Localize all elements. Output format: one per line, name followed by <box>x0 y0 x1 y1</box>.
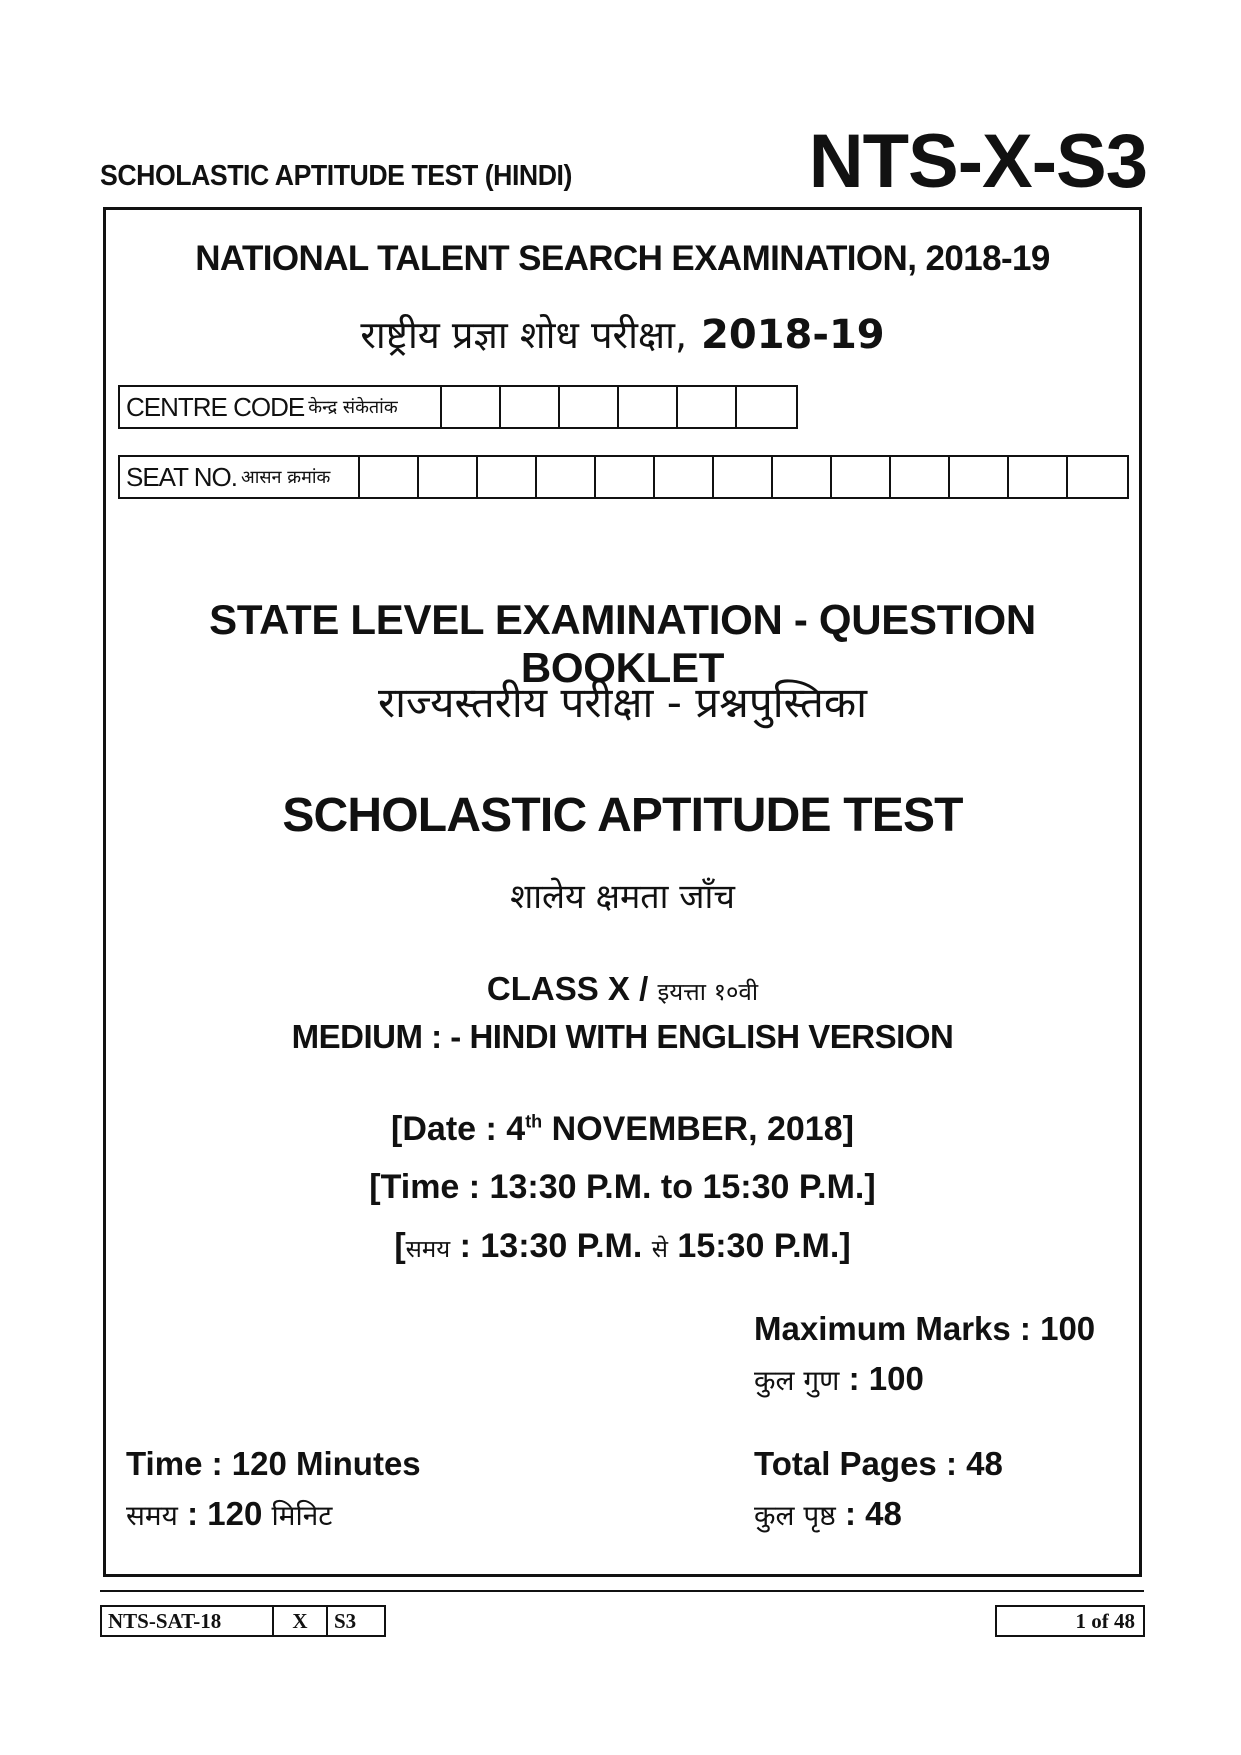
footer-code: NTS-SAT-18 <box>102 1607 274 1635</box>
booklet-title: STATE LEVEL EXAMINATION - QUESTION BOOKLET <box>209 596 1036 691</box>
exam-title-hindi-year: 2018-19 <box>701 312 885 358</box>
medium-line: MEDIUM : - HINDI WITH ENGLISH VERSION <box>291 1018 954 1055</box>
exam-time: [Time : 13:30 P.M. to 15:30 P.M.] <box>369 1168 876 1206</box>
seat-no-box[interactable] <box>419 457 478 497</box>
seat-no-box[interactable] <box>891 457 950 497</box>
paper-code: NTS-X-S3 <box>808 119 1147 204</box>
footer-set: S3 <box>334 1608 357 1633</box>
exam-time-hindi: [समय : 13:30 P.M. से 15:30 P.M.] <box>394 1227 851 1265</box>
seat-no-box[interactable] <box>655 457 714 497</box>
seat-no-box[interactable] <box>832 457 891 497</box>
seat-no-box[interactable] <box>1068 457 1127 497</box>
test-name-hindi: शालेय क्षमता जाँच <box>510 877 735 917</box>
seat-no-box[interactable] <box>537 457 596 497</box>
centre-code-box[interactable] <box>737 387 796 427</box>
seat-no-box[interactable] <box>1009 457 1068 497</box>
seat-no-box[interactable] <box>773 457 832 497</box>
test-name: SCHOLASTIC APTITUDE TEST <box>282 789 963 842</box>
centre-code-box[interactable] <box>678 387 737 427</box>
footer-rule <box>100 1590 1144 1592</box>
total-pages: Total Pages : 48 <box>754 1445 1003 1482</box>
seat-no-box[interactable] <box>950 457 1009 497</box>
max-marks: Maximum Marks : 100 <box>754 1310 1096 1347</box>
booklet-title-hindi: राज्यस्तरीय परीक्षा - प्रश्नपुस्तिका <box>378 678 867 727</box>
seat-no-label: SEAT NO. आसन क्रमांक <box>120 457 360 497</box>
centre-code-label: CENTRE CODE केन्द्र संकेतांक <box>120 387 442 427</box>
seat-no-field[interactable] <box>118 455 1129 499</box>
cover-frame <box>103 207 1142 1577</box>
duration-hindi: समय : 120 मिनिट <box>126 1495 333 1532</box>
exam-date: [Date : 4th NOVEMBER, 2018] <box>391 1110 854 1148</box>
page-number: 1 of 48 <box>995 1605 1145 1637</box>
seat-no-box[interactable] <box>596 457 655 497</box>
class-label-hindi: इयत्ता १०वी <box>657 978 759 1006</box>
centre-code-box[interactable] <box>560 387 619 427</box>
centre-code-box[interactable] <box>442 387 501 427</box>
seat-no-box[interactable] <box>714 457 773 497</box>
header-subject-title: SCHOLASTIC APTITUDE TEST (HINDI) <box>100 160 572 192</box>
total-pages-hindi: कुल पृष्ठ : 48 <box>754 1495 902 1532</box>
footer-class: X <box>274 1607 328 1635</box>
exam-title: NATIONAL TALENT SEARCH EXAMINATION, 2018-19 <box>195 239 1050 278</box>
centre-code-box[interactable] <box>619 387 678 427</box>
exam-title-hindi <box>106 308 1139 360</box>
duration: Time : 120 Minutes <box>126 1445 421 1482</box>
centre-code-field[interactable] <box>118 385 798 429</box>
max-marks-hindi: कुल गुण : 100 <box>754 1360 924 1397</box>
footer-code-box <box>100 1605 386 1637</box>
centre-code-box[interactable] <box>501 387 560 427</box>
seat-no-box[interactable] <box>360 457 419 497</box>
class-line <box>106 970 1139 1008</box>
exam-title-hindi-text: राष्ट्रीय प्रज्ञा शोध परीक्षा, <box>360 313 688 357</box>
seat-no-box[interactable] <box>478 457 537 497</box>
class-label: CLASS X / <box>486 970 649 1007</box>
